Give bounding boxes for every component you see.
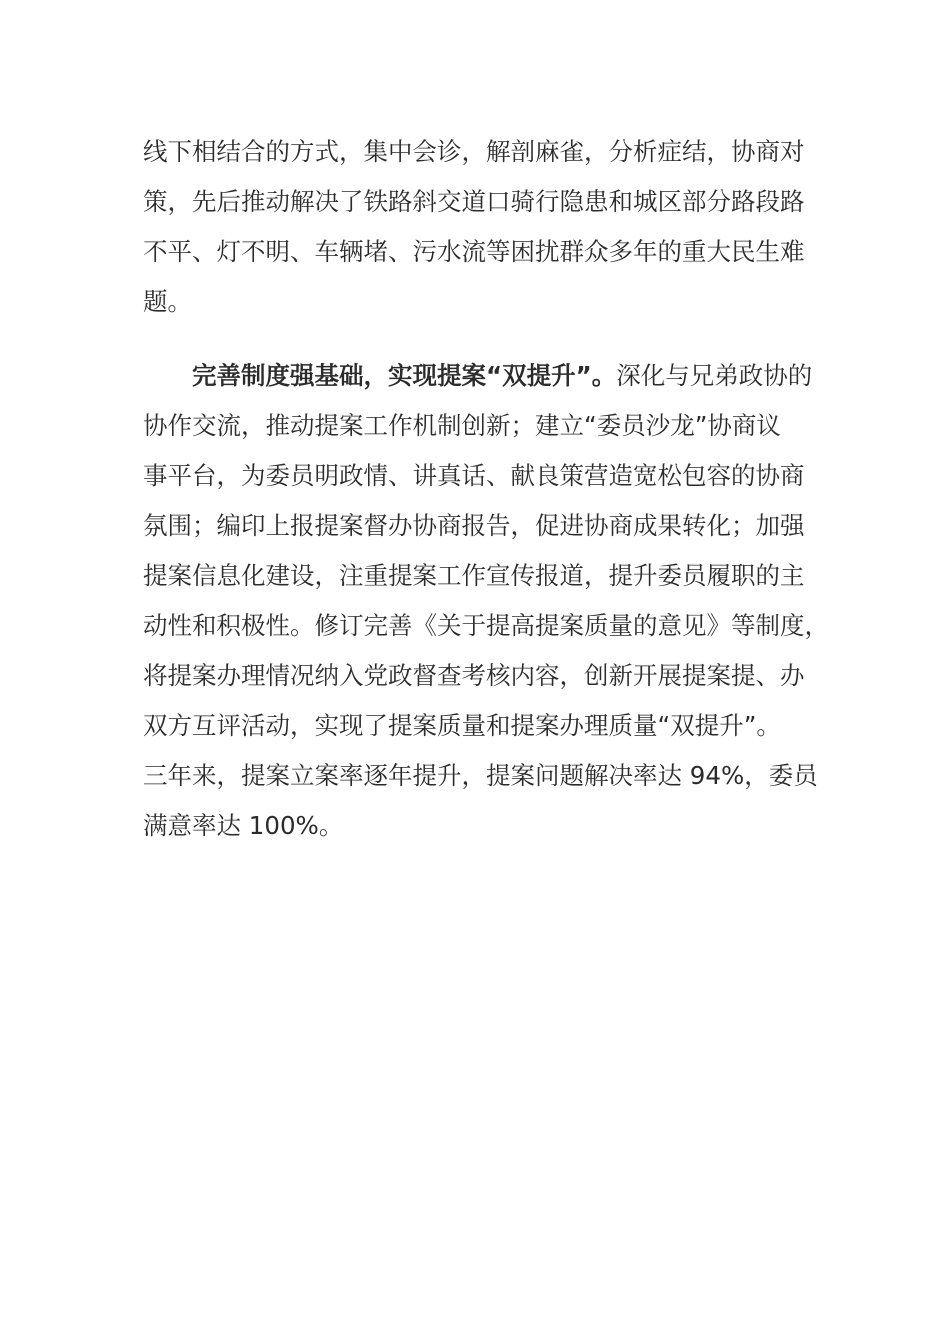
text-line: 将提案办理情况纳入党政督查考核内容，创新开展提案提、办 (143, 661, 805, 690)
text-line: 题。 (143, 287, 192, 316)
text-line: 协作交流，推动提案工作机制创新；建立“委员沙龙”协商议 (143, 411, 781, 440)
text-line: 线下相结合的方式，集中会诊，解剖麻雀，分析症结，协商对 (143, 137, 805, 166)
text-line: 满意率达 100%。 (143, 811, 344, 840)
text-line: 策，先后推动解决了铁路斜交道口骑行隐患和城区部分路段路 (143, 187, 805, 216)
text-line: 三年来，提案立案率逐年提升，提案问题解决率达 94%，委员 (143, 761, 818, 790)
text-line: 事平台，为委员明政情、讲真话、献良策营造宽松包容的协商 (143, 461, 805, 490)
document-body (143, 127, 829, 851)
paragraph-1 (143, 127, 813, 327)
text-line: 双方互评活动，实现了提案质量和提案办理质量“双提升”。 (143, 711, 781, 740)
paragraph-2-first-line (143, 351, 813, 401)
text-line: 动性和积极性。修订完善《关于提高提案质量的意见》等制度， (143, 611, 829, 640)
section-heading: 完善制度强基础，实现提案“双提升”。 (192, 361, 617, 390)
text-run: 深化与兄弟政协的 (616, 361, 813, 390)
text-line: 不平、灯不明、车辆堵、污水流等困扰群众多年的重大民生难 (143, 237, 805, 266)
text-line: 氛围；编印上报提案督办协商报告，促进协商成果转化；加强 (143, 511, 805, 540)
text-line: 提案信息化建设，注重提案工作宣传报道，提升委员履职的主 (143, 561, 805, 590)
paragraph-2 (143, 351, 829, 851)
